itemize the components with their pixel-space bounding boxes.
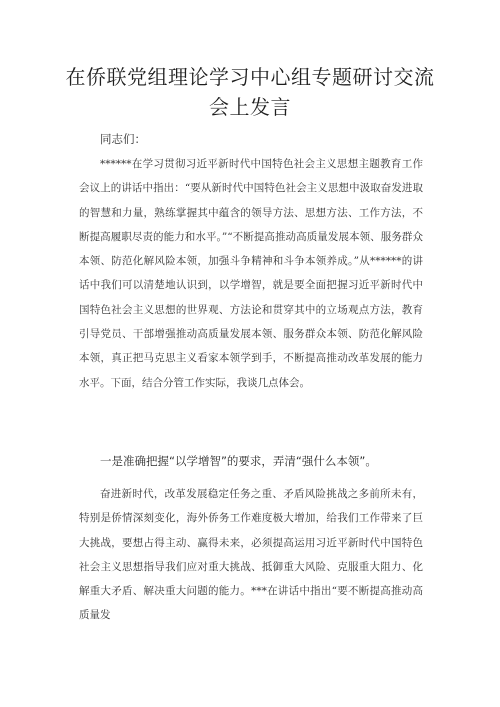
document-title-line-2: 会上发言 — [209, 95, 291, 119]
document-title-line-1: 在侨联党组理论学习中心组专题研讨交流 — [65, 65, 435, 89]
body-paragraph-1: ******在学习贯彻习近平新时代中国特色社会主义思想主题教育工作会议上的讲话中指出：“要从新时代中国特色社会主义思想中汲取奋发进取的智慧和力量，熟练掌握其中蕴含的领导方法、思想方法、工作方法，不断提高履职尽责的能力和水平。”“不断提高推动高质量发展本领、服务群众本领、防范化解风险本领，加强斗争精神和斗争本领养成。”从******的讲话中我们可以清楚地认识到，以学增智，就是要全面把握习近平新时代中国特色社会主义思想的世界观、方法论和贯穿其中的立场观点方法，教育引导党员、干部增强推动高质量发展本领、服务群众本领、防范化解风险本领，真正把马克思主义看家本领学到手，不断提高推动改革发展的能力水平。下面，结合分管工作实际，我谈几点体会。 — [79, 158, 423, 389]
section-heading: 一是准确把握“以学增智”的要求，弄清“强什么本领”。 — [100, 454, 377, 468]
body-paragraph-2: 奋进新时代，改革发展稳定任务之重、矛盾风险挑战之多前所未有，特别是侨情深刻变化，海外侨务工作难度极大增加，给我们工作带来了巨大挑战，要想占得主动、赢得未来，必须提高运用习近平新时代中国特色社会主义思想指导我们应对重大挑战、抵御重大风险、克服重大阻力、化解重大矛盾、解决重大问题的能力。***在讲话中指出“要不断提高推动高质量发 — [79, 488, 423, 622]
greeting: 同志们： — [100, 132, 146, 146]
